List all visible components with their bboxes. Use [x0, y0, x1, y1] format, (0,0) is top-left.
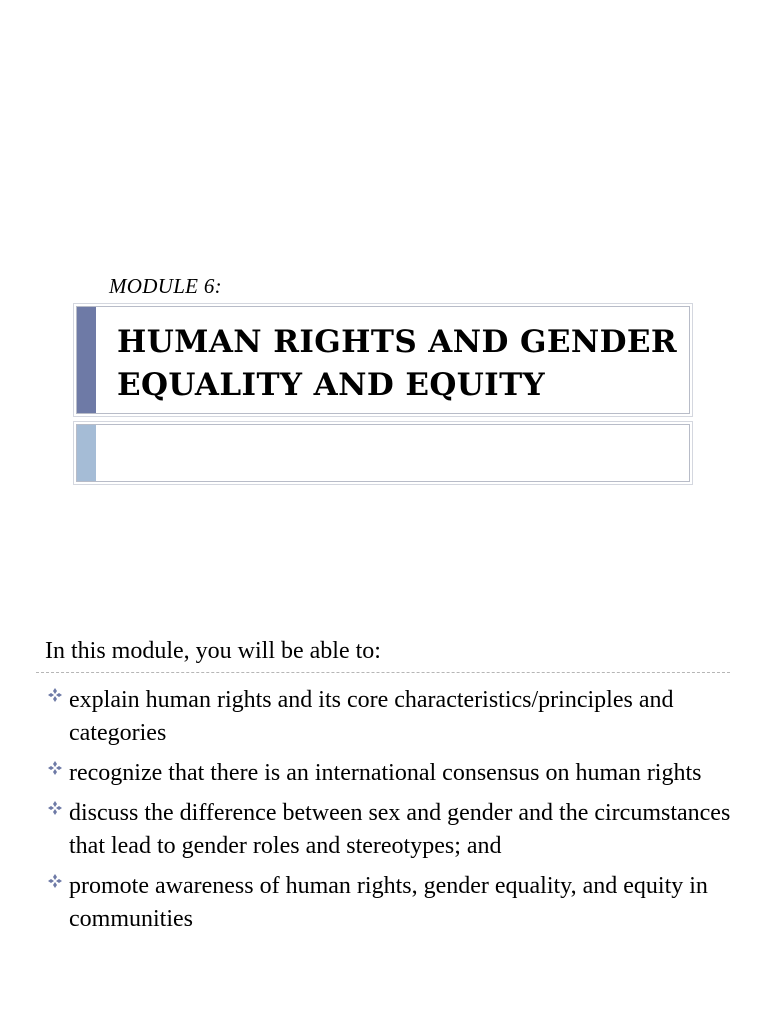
- objective-item: [45, 684, 735, 750]
- objectives-list: [45, 684, 735, 943]
- objective-text: recognize that there is an international consensus on human rights: [69, 760, 702, 786]
- objective-item: [45, 797, 735, 863]
- module-title: [117, 321, 687, 407]
- dashed-divider: [36, 672, 730, 673]
- intro-text: In this module, you will be able to:: [45, 638, 381, 664]
- module-label: MODULE 6:: [109, 274, 222, 298]
- four-diamond-bullet-icon: [47, 800, 63, 816]
- objective-text: discuss the difference between sex and gender and the circumstances that lead to gender roles and stereotypes; and: [69, 800, 731, 859]
- module-title-line-2: EQUALITY AND EQUITY: [117, 367, 546, 403]
- objective-text: explain human rights and its core characteristics/principles and categories: [69, 687, 674, 746]
- objective-item: [45, 870, 735, 936]
- subtitle-box: [76, 424, 690, 482]
- four-diamond-bullet-icon: [47, 760, 63, 776]
- title-box: [76, 306, 690, 414]
- objective-text: promote awareness of human rights, gender equality, and equity in communities: [69, 873, 708, 932]
- four-diamond-bullet-icon: [47, 687, 63, 703]
- subtitle-accent-bar: [77, 425, 96, 481]
- four-diamond-bullet-icon: [47, 873, 63, 889]
- title-accent-bar: [77, 307, 96, 413]
- module-title-line-1: HUMAN RIGHTS AND GENDER: [117, 324, 678, 360]
- objective-item: [45, 757, 735, 790]
